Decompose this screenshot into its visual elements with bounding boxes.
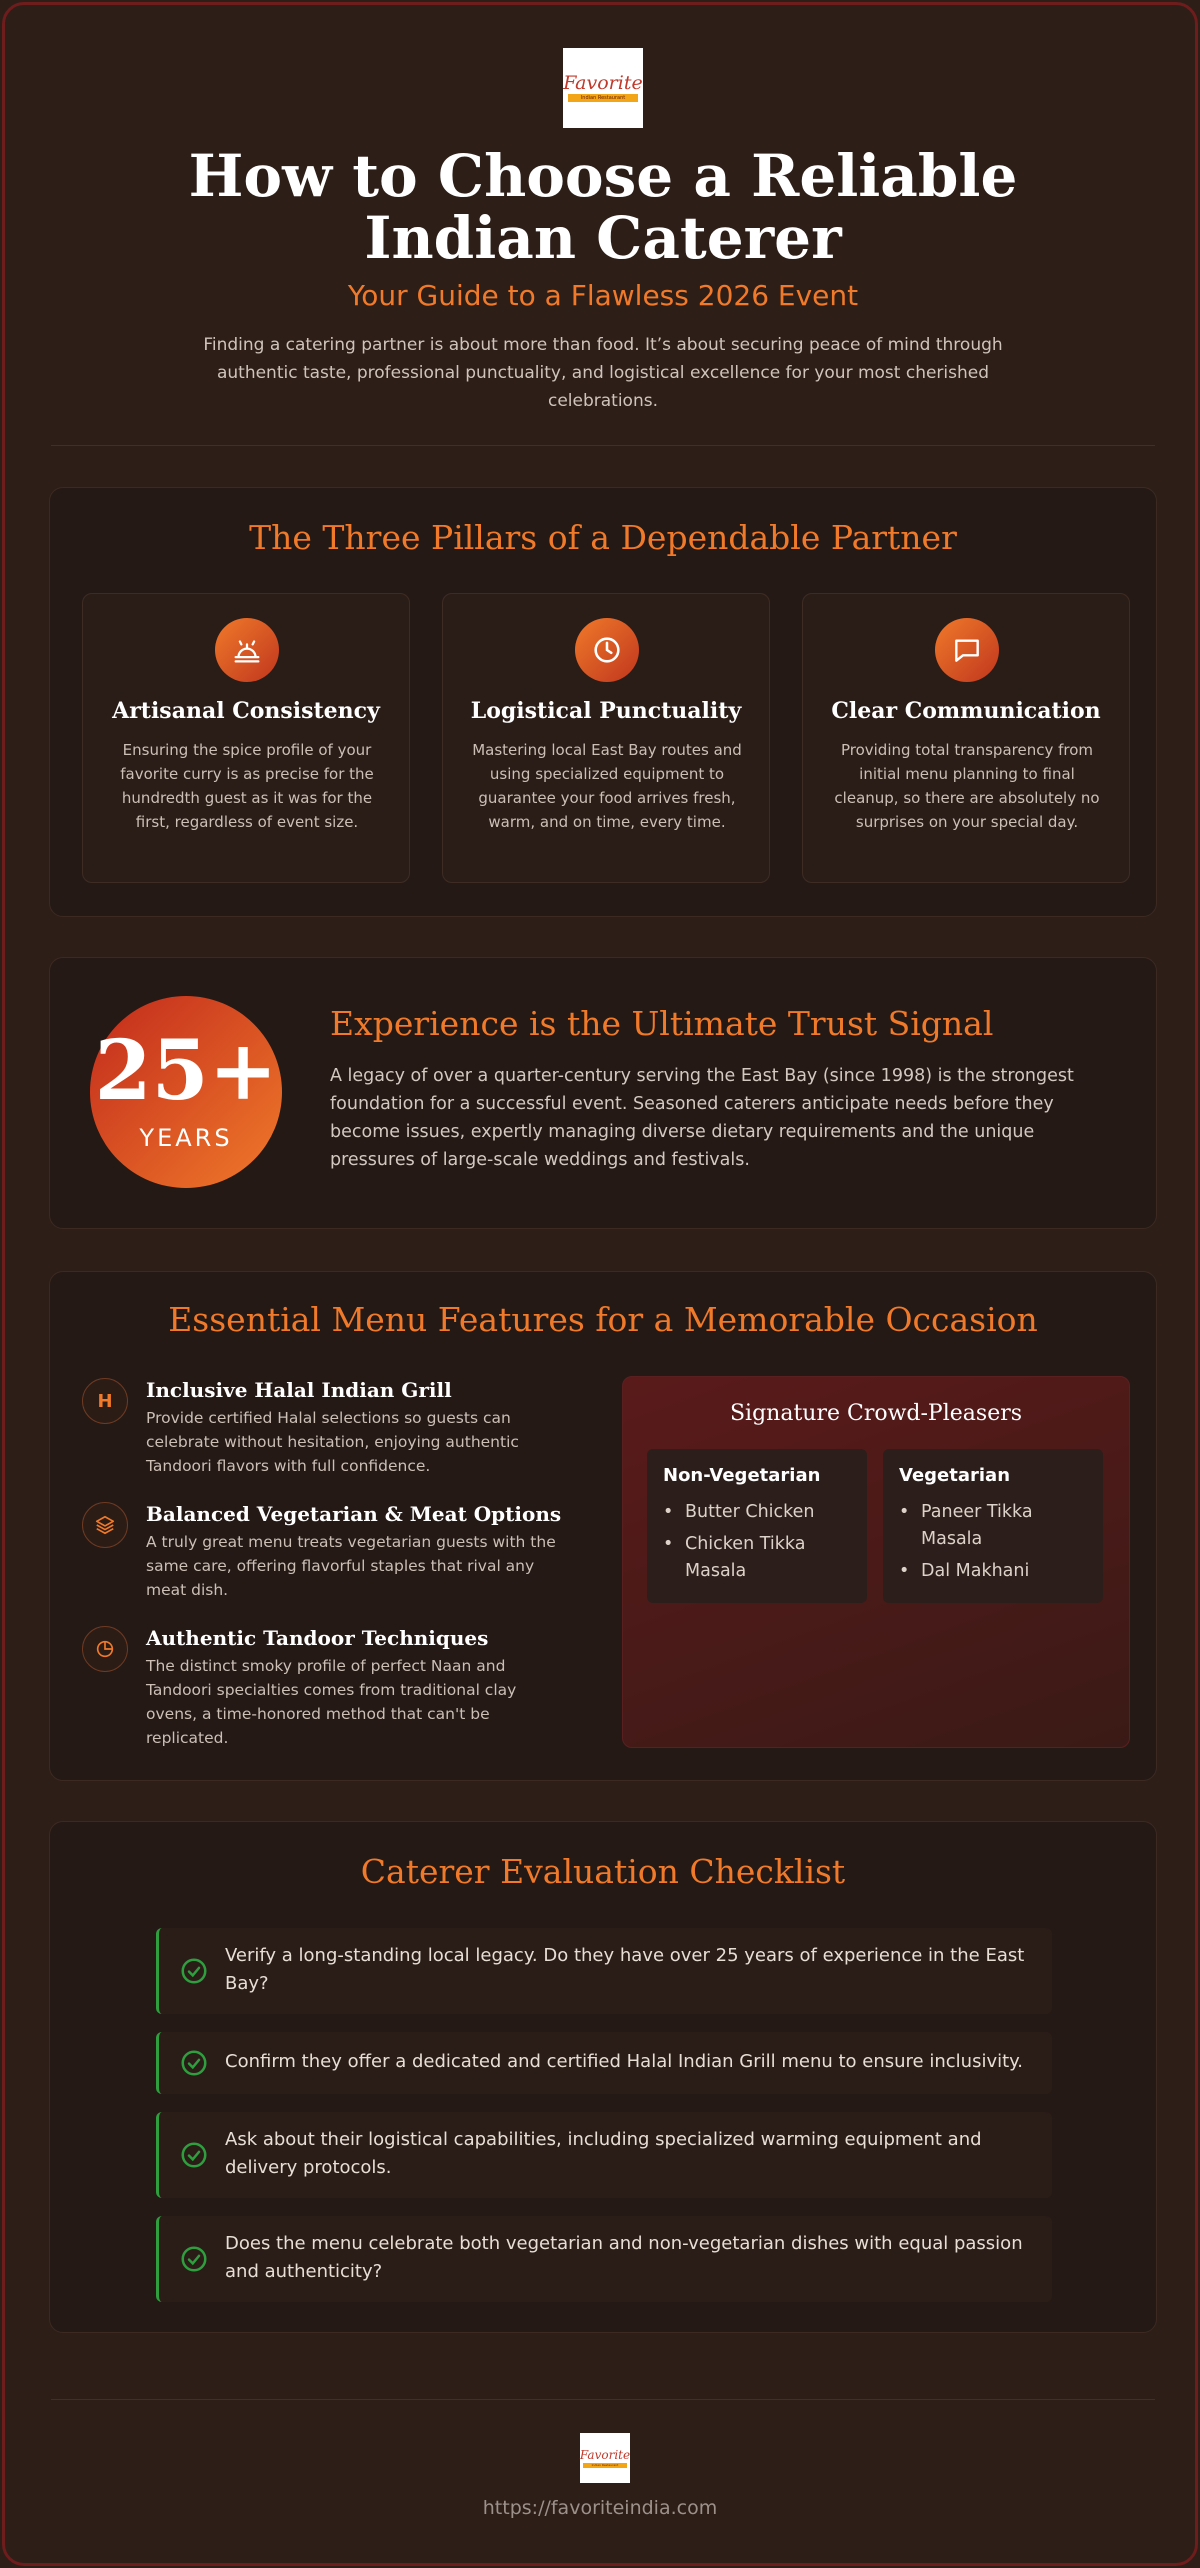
column-title: Non-Vegetarian	[663, 1465, 821, 1486]
list-item: • Paneer Tikka Masala	[899, 1499, 1095, 1553]
pillar-card-consistency	[82, 593, 410, 883]
clock-icon	[575, 618, 639, 682]
check-circle-icon	[179, 2140, 209, 2170]
pillar-card-punctuality	[442, 593, 770, 883]
website-link[interactable]: https://favoriteindia.com	[482, 2497, 718, 2519]
dish-list	[899, 1499, 1095, 1590]
feature-tandoor	[82, 1626, 572, 1756]
pillar-title: Clear Communication	[831, 698, 1101, 724]
footer-logo	[580, 2433, 630, 2483]
years-badge	[90, 996, 282, 1188]
infographic-page	[2, 2, 1198, 2566]
years-number: 25+	[94, 1023, 278, 1119]
checklist-text: Verify a long-standing local legacy. Do they have over 25 years of experience in the East Bay?	[225, 1945, 1025, 1994]
list-item: • Dal Makhani	[899, 1558, 1095, 1585]
pillar-text: Providing total transparency from initial menu planning to final cleanup, so there are absolutely no surprises on your special day.	[834, 741, 1100, 831]
experience-text: A legacy of over a quarter-century serving the East Bay (since 1998) is the strongest foundation for a successful event. Seasoned caterers anticipate needs before they become issues, expertly managing diverse dietary requirements and the unique pressures of large-scale weddings and festivals.	[330, 1066, 1074, 1170]
pillar-text: Ensuring the spice profile of your favorite curry is as precise for the hundredth guest as it was for the first, regardless of event size.	[120, 741, 374, 831]
feature-title: Inclusive Halal Indian Grill	[146, 1378, 452, 1402]
check-circle-icon	[179, 2048, 209, 2078]
logo-tagline: Indian Restaurant	[568, 94, 638, 102]
logo-wordmark: Favorite	[563, 72, 643, 94]
feature-title: Balanced Vegetarian & Meat Options	[146, 1502, 562, 1526]
page-title: How to Choose a Reliable Indian Caterer	[188, 142, 1018, 272]
layers-icon	[82, 1502, 128, 1548]
experience-heading: Experience is the Ultimate Trust Signal	[330, 1004, 994, 1043]
checklist-text: Does the menu celebrate both vegetarian and non-vegetarian dishes with equal passion and authenticity?	[225, 2233, 1023, 2282]
checklist-text: Ask about their logistical capabilities, including specialized warming equipment and delivery protocols.	[225, 2129, 982, 2178]
menu-section	[49, 1271, 1157, 1781]
years-label: YEARS	[139, 1124, 233, 1152]
chat-bubble-icon	[935, 618, 999, 682]
checklist-heading: Caterer Evaluation Checklist	[360, 1852, 846, 1891]
checklist-item	[156, 2216, 1052, 2302]
intro-text: Finding a catering partner is about more than food. It’s about securing peace of mind through authentic taste, professional punctuality, and logistical excellence for your most cherished celebrations.	[203, 335, 1003, 411]
feature-text: A truly great menu treats vegetarian guests with the same care, offering flavorful staples that rival any meat dish.	[146, 1533, 556, 1599]
check-circle-icon	[179, 2244, 209, 2274]
veg-column	[883, 1449, 1103, 1603]
menu-heading: Essential Menu Features for a Memorable Occasion	[168, 1300, 1038, 1339]
divider	[51, 445, 1155, 446]
halal-h-icon: H	[82, 1378, 128, 1424]
feature-title: Authentic Tandoor Techniques	[146, 1626, 489, 1650]
list-item: • Butter Chicken	[663, 1499, 859, 1526]
pie-chart-icon	[82, 1626, 128, 1672]
checklist-text: Confirm they offer a dedicated and certified Halal Indian Grill menu to ensure inclusivity.	[225, 2051, 1023, 2072]
feature-balanced	[82, 1502, 572, 1612]
page-subtitle: Your Guide to a Flawless 2026 Event	[347, 279, 859, 312]
column-title: Vegetarian	[899, 1465, 1011, 1486]
logo-wordmark: Favorite	[579, 2447, 631, 2462]
dish-list	[663, 1499, 859, 1590]
footer-divider	[51, 2399, 1155, 2400]
non-veg-column	[647, 1449, 867, 1603]
feature-text: The distinct smoky profile of perfect Naan and Tandoori specialties comes from traditional clay ovens, a time-honored method that can't be replicated.	[146, 1657, 517, 1747]
experience-section	[49, 957, 1157, 1229]
feature-text: Provide certified Halal selections so guests can celebrate without hesitation, enjoying authentic Tandoori flavors with full confidence.	[146, 1409, 519, 1475]
checklist-item	[156, 2032, 1052, 2094]
logo	[563, 48, 643, 128]
pillar-card-communication	[802, 593, 1130, 883]
serving-dish-icon	[215, 618, 279, 682]
signature-heading: Signature Crowd-Pleasers	[729, 1401, 1023, 1426]
check-circle-icon	[179, 1956, 209, 1986]
checklist-item	[156, 2112, 1052, 2198]
checklist-section	[49, 1821, 1157, 2333]
pillars-heading: The Three Pillars of a Dependable Partner	[249, 518, 957, 557]
signature-dishes-panel	[622, 1376, 1130, 1748]
pillar-text: Mastering local East Bay routes and using specialized equipment to guarantee your food arrives fresh, warm, and on time, every time.	[472, 741, 742, 831]
pillars-section	[49, 487, 1157, 917]
logo-tagline: Indian Restaurant	[583, 2463, 627, 2468]
checklist-item	[156, 1928, 1052, 2014]
list-item: • Chicken Tikka Masala	[663, 1531, 859, 1585]
feature-halal	[82, 1378, 572, 1488]
pillar-title: Artisanal Consistency	[112, 698, 380, 724]
pillar-title: Logistical Punctuality	[470, 698, 742, 724]
